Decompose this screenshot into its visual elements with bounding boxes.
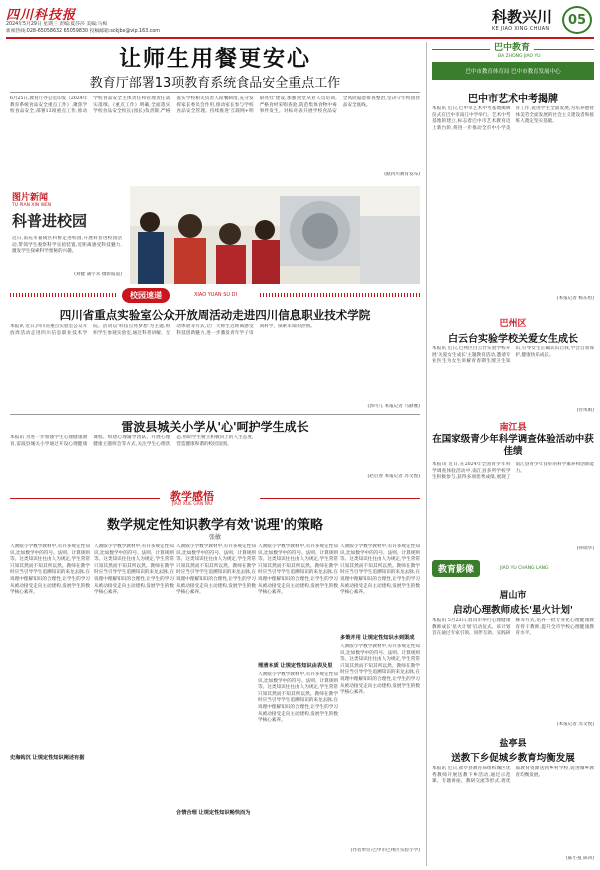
contact-line: 新闻热线:028-65058632 65059830 投稿邮箱:sckjbx@vip.163.com xyxy=(6,29,160,34)
teaching-subhead-4: 多策并用 让规定性知识水到渠成 xyxy=(340,635,415,641)
edu-photo-tag-pinyin: JIAO YU CHANG LANG xyxy=(500,566,549,571)
bazhong-sidebar xyxy=(432,42,594,310)
photo-news-caption: 近日,南充市嘉陵区科协走进校园,开展科普进校园活动,带领学生观察科学实验装置,近距离感受科技魅力,激发学生探索科学奥秘的兴趣。 xyxy=(12,236,122,255)
nanjiang-area: 南江县 xyxy=(499,423,527,433)
photo-news-title: 科普进校园 xyxy=(12,212,88,230)
yanting-area: 盐亭县 xyxy=(499,739,527,749)
bazhong-tag: 巴中教育 xyxy=(490,40,534,53)
teaching-body-col4: 人教版小学数学教材中,有许多规定性知识,比如数学中的符号、法则、计算规则等。这类知识往往由人为规定,学生常常只知其然而不知其所以然。教师在教学时应当引导学生追溯知识的来龙去脉,在说理中理解知识的合理性,让学生的学习从被动接受走向主动建构,发展学生的数学核心素养。 xyxy=(258,544,338,596)
banner-hatch-right xyxy=(260,293,420,297)
photo-news xyxy=(10,186,420,284)
teaching-body-col5: 人教版小学数学教材中,有许多规定性知识,比如数学中的符号、法则、计算规则等。这类知识往往由人为规定,学生常常只知其然而不知其所以然。教师在教学时应当引导学生追溯知识的来龙去脉,在说理中理解知识的合理性,让学生的学习从被动接受走向主动建构,发展学生的数学核心素养。 xyxy=(340,544,420,596)
nanjiang-headline: 在国家级青少年科学调查体验活动中获佳绩 xyxy=(432,434,594,457)
teaching-author: 张敏 xyxy=(208,534,221,541)
teaching-subhead-1: 史海钩沉 让规定性知识阐述有据 xyxy=(10,755,85,761)
bazhong-footer: (本报记者 杨东恒) xyxy=(556,296,594,301)
leibo-headline: 雷波县城关小学从'心'呵护学生成长 xyxy=(121,420,309,434)
photo-news-tag xyxy=(12,190,132,208)
lead-body: 6月25日,教育厅办公室印发《2024年教育系统食品安全重点工作》,聚焦学校食品安全,部署13项重点工作,推动学校食品安全主体责任和管理责任落实落细。《重点工作》明确,全面落实学校食品安全校长(园长)负责制,严格落实学校相关负责人陪餐制度,充分发挥家长委员会作用,推动家长参与学校食品安全管理。持续推进'互联网+明厨亮灶'建设,加强食堂从业人员培训,严格食材采购查验,防范集体食物中毒事件发生。对标对表开展学校食品安全风险隐患排查整治,坚决守牢校园食品安全底线。 xyxy=(10,96,420,115)
banner-hatch-left xyxy=(10,293,118,297)
masthead xyxy=(6,4,594,36)
bazhou-area: 巴州区 xyxy=(499,319,527,329)
teaching-body-col2: 人教版小学数学教材中,有许多规定性知识,比如数学中的符号、法则、计算规则等。这类知识往往由人为规定,学生常常只知其然而不知其所以然。教师在教学时应当引导学生追溯知识的来龙去脉,在说理中理解知识的合理性,让学生的学习从被动接受走向主动建构,发展学生的数学核心素养。 xyxy=(94,544,174,596)
section-pinyin: KE JIAO XING CHUAN xyxy=(492,26,550,32)
lead-headline: 让师生用餐更安心 xyxy=(118,47,311,72)
photo-news-tag-text: 图片新闻 xyxy=(12,193,49,203)
yanting-footer: (陈小蔓 陈涛) xyxy=(565,856,594,861)
edu-photo-tag: 教育影像 xyxy=(432,560,480,577)
science-photo xyxy=(130,186,420,284)
nanjiang-footer: (孙瑞华) xyxy=(576,546,594,551)
teaching-footer: (作者单位:巴中市巴州区实验小学) xyxy=(350,848,420,853)
divider-leibo xyxy=(10,414,420,415)
leibo-body: 本报讯 为进一步加强学生心理健康教育,雷波县城关小学通过开设心理健康课程、组建心理辅导团队、开展心理健康主题班会等方式,关注学生心理状态,帮助学生树立积极向上的人生态度,营造健康和谐的校园氛围。 xyxy=(10,435,254,447)
teaching-body: 人教版小学数学教材中,有许多规定性知识,比如数学中的符号、法则、计算规则等。这类知识往往由人为规定,学生常常只知其然而不知其所以然。教师在教学时应当引导学生追溯知识的来龙去脉,在说理中理解知识的合理性,让学生的学习从被动接受走向主动建构,发展学生的数学核心素养。 xyxy=(10,544,90,596)
teaching-banner-line-left xyxy=(10,498,160,499)
teaching-body-col5b: 人教版小学数学教材中,有许多规定性知识,比如数学中的符号、法则、计算规则等。这类知识往往由人为规定,学生常常只知其然而不知其所以然。教师在教学时应当引导学生追溯知识的来龙去脉,在说理中理解知识的合理性,让学生的学习从被动接受走向主动建构,发展学生的数学核心素养。 xyxy=(340,644,420,696)
page-number xyxy=(562,6,592,34)
leibo-footer: (赵启春 本报记者 苏文悦) xyxy=(367,474,420,479)
yanting-headline: 送教下乡促城乡教育均衡发展 xyxy=(451,753,575,764)
photo-news-credit: (刘健 蒲宇禾 摄影报道) xyxy=(74,272,122,277)
campus-news-footer: (郭可儿 本报记者 马静雅) xyxy=(367,404,420,409)
teaching-tag-pinyin: JIAO XUE GAN WU xyxy=(172,502,213,507)
lead-footer: (据四川教育发布) xyxy=(384,172,420,177)
campus-news-headline: 四川省重点实验室公众开放周活动走进四川信息职业技术学院 xyxy=(59,308,371,322)
date-line: 2024年5月29日 星期三 责编:夏莎莎 美编:马梅 xyxy=(6,22,108,27)
bazhou-headline: 白云台实验学校关爱女生成长 xyxy=(448,334,578,345)
bazhong-tag-pinyin: BA ZHONG JIAO YU xyxy=(498,54,541,59)
section-title: 科教兴川 xyxy=(492,8,553,26)
bazhou-footer: (付凤娟) xyxy=(576,408,594,413)
campus-news-tag: 校园速递 xyxy=(122,288,170,303)
yanting-body: 本报讯 近日,盐亭县教育局组织城区优秀教师开展送教下乡活动,通过示范课、专题讲座、教研交流等形式,将优质教育资源送到乡村学校,促进城乡教育均衡发展。 xyxy=(432,766,594,785)
meishan-body: 本报讯 5月23日,眉山市举行心理健康教师成长'星火计划'启动仪式。该计划旨在通过专家引领、同伴互助、实践研修等方式,培养一批专业化心理健康教育骨干教师,提升全市学校心理健康教育水平。 xyxy=(432,618,594,637)
campus-news-body: 本报讯 近日,四川省重点实验室公众开放周活动走进四川信息职业技术学院。活动以'科技点亮梦想'为主题,组织学生参观实验室,通过科普讲解、互动体验等方式,让广大师生近距离感受科技创新魅力,进一步激发青年学子崇尚科学、探索未知的热情。 xyxy=(10,324,315,336)
column-separator xyxy=(426,42,427,866)
meishan-footer: (本报记者 苏文悦) xyxy=(556,722,594,727)
teaching-subhead-3: 理清本质 让规定性知识由表及里 xyxy=(258,663,333,669)
teaching-tag: 教学感悟 xyxy=(170,490,214,503)
lead-subheadline: 教育厅部署13项教育系统食品安全重点工作 xyxy=(89,76,341,91)
teaching-body-col3: 人教版小学数学教材中,有许多规定性知识,比如数学中的符号、法则、计算规则等。这类知识往往由人为规定,学生常常只知其然而不知其所以然。教师在教学时应当引导学生追溯知识的来龙去脉,在说理中理解知识的合理性,让学生的学习从被动接受走向主动建构,发展学生的数学核心素养。 xyxy=(176,544,256,596)
campus-news-tag-pinyin: XIAO YUAN SU DI xyxy=(194,292,237,298)
edu-photo-banner xyxy=(432,560,594,582)
teaching-banner xyxy=(10,488,420,508)
bazhou-body: 本报讯 近日,巴州区白云台实验学校开展'关爱女生成长'主题教育活动,邀请专业医生为女生讲解青春期生理卫生知识,引导女生正确认识自我,学会自我保护,健康快乐成长。 xyxy=(432,346,594,365)
paper-name-logo: 四川科技报 xyxy=(6,8,77,23)
bazhong-body: 本报讯 近日,巴中市艺术中考基地揭牌仪式在巴中市南江中学举行。艺术中考基地的建立,标志着巴中市艺术教育迈上新台阶,将进一步推动全市中小学美育工作,促进学生全面发展,为培养德智体美劳全面发展的社会主义建设者和接班人奠定坚实基础。 xyxy=(432,106,594,131)
bazhong-headline: 巴中市艺术中考揭牌 xyxy=(468,94,558,105)
teaching-banner-line-right xyxy=(260,498,420,499)
bazhong-banner: 巴中市教育体育局 巴中市教育发展中心 xyxy=(432,62,594,80)
meishan-headline: 启动心理教师成长'星火计划' xyxy=(453,605,573,616)
teaching-body-col4b: 人教版小学数学教材中,有许多规定性知识,比如数学中的符号、法则、计算规则等。这类知识往往由人为规定,学生常常只知其然而不知其所以然。教师在教学时应当引导学生追溯知识的来龙去脉,在说理中理解知识的合理性,让学生的学习从被动接受走向主动建构,发展学生的数学核心素养。 xyxy=(258,672,338,724)
lead-rule xyxy=(10,92,420,93)
teaching-columns xyxy=(10,544,420,866)
teaching-subhead-2: 合情合理 让规定性知识畅快而为 xyxy=(176,810,251,816)
nanjiang-body: 本报讯 近日,在2024年全国青少年科学调查体验活动中,南江县多所学校学生积极参与,获得多项优秀成绩,展现了南江县青少年良好的科学素养和创新能力。 xyxy=(432,462,594,481)
photo-news-tag-pinyin: TU PIAN XIN WEN xyxy=(12,203,52,208)
meishan-area: 眉山市 xyxy=(499,591,527,601)
masthead-rule xyxy=(6,37,594,39)
page-number-text: 05 xyxy=(567,12,587,28)
teaching-headline: 数学规定性知识教学有效'说理'的策略 xyxy=(107,518,323,533)
campus-news-banner xyxy=(10,288,420,302)
